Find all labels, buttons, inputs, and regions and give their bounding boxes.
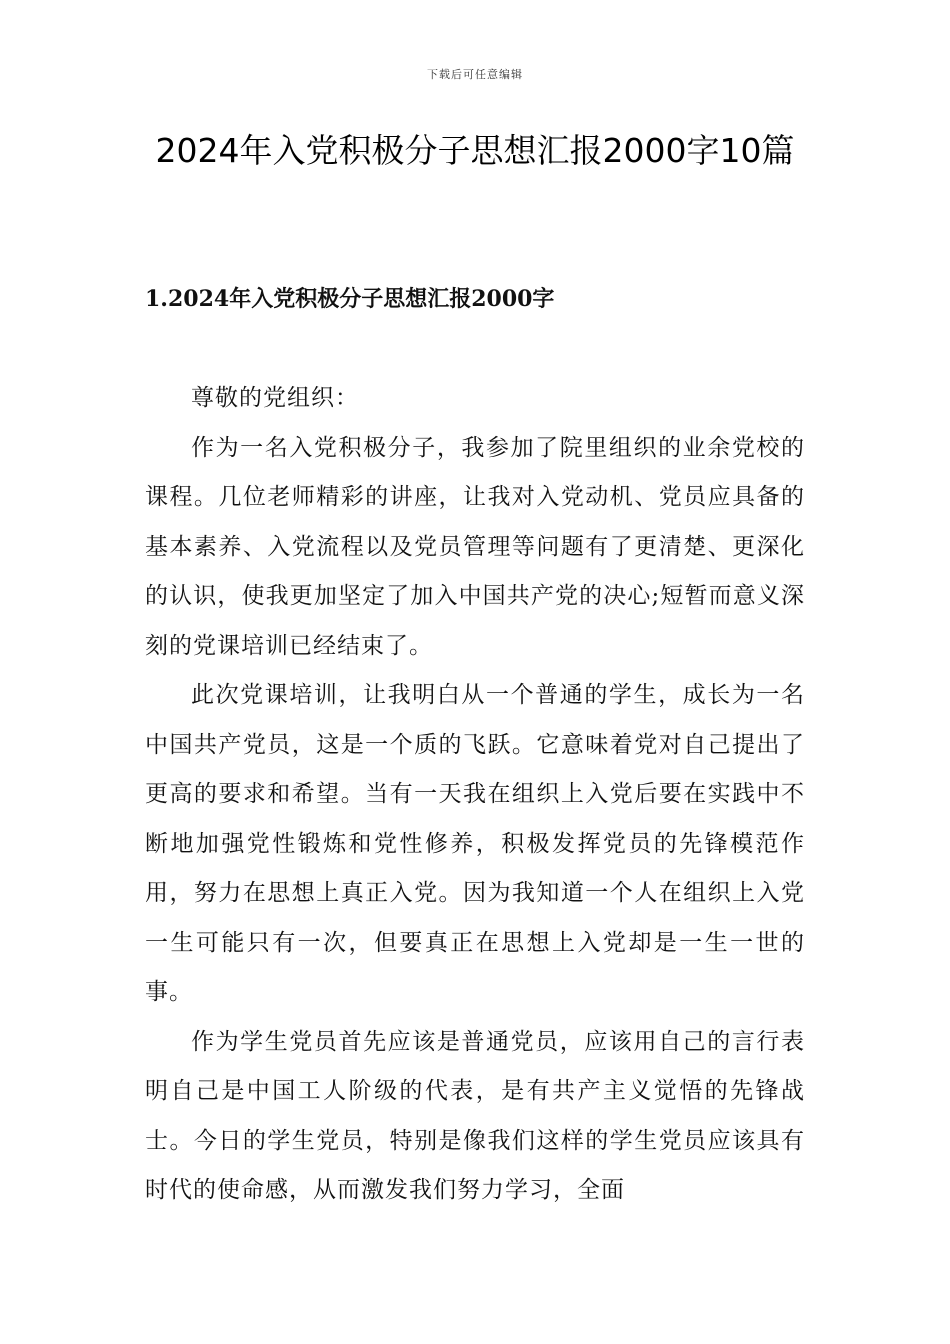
paragraph-2: 此次党课培训，让我明白从一个普通的学生，成长为一名中国共产党员，这是一个质的飞跃。它意味着党对自己提出了更高的要求和希望。当有一天我在组织上入党后要在实践中不断地加强党性锻炼和党性修养，积极发挥党员的先锋模范作用，努力在思想上真正入党。因为我知道一个人在组织上入党一生可能只有一次，但要真正在思想上入党却是一生一世的事。 bbox=[145, 682, 805, 1005]
document-body bbox=[145, 374, 805, 1216]
paragraph-1: 作为一名入党积极分子，我参加了院里组织的业余党校的课程。几位老师精彩的讲座，让我对入党动机、党员应具备的基本素养、入党流程以及党员管理等问题有了更清楚、更深化的认识，使我更加坚定了加入中国共产党的决心;短暂而意义深刻的党课培训已经结束了。 bbox=[145, 434, 805, 659]
salutation: 尊敬的党组织： bbox=[191, 385, 359, 411]
section-heading: 1.2024年入党积极分子思想汇报2000字 bbox=[145, 286, 555, 312]
document-title: 2024年入党积极分子思想汇报2000字10篇 bbox=[155, 131, 795, 170]
paragraph-3: 作为学生党员首先应该是普通党员，应该用自己的言行表明自己是中国工人阶级的代表，是有共产主义觉悟的先锋战士。今日的学生党员，特别是像我们这样的学生党员应该具有时代的使命感，从而激发我们努力学习，全面 bbox=[145, 1028, 805, 1203]
header-note: 下载后可任意编辑 bbox=[427, 68, 523, 81]
